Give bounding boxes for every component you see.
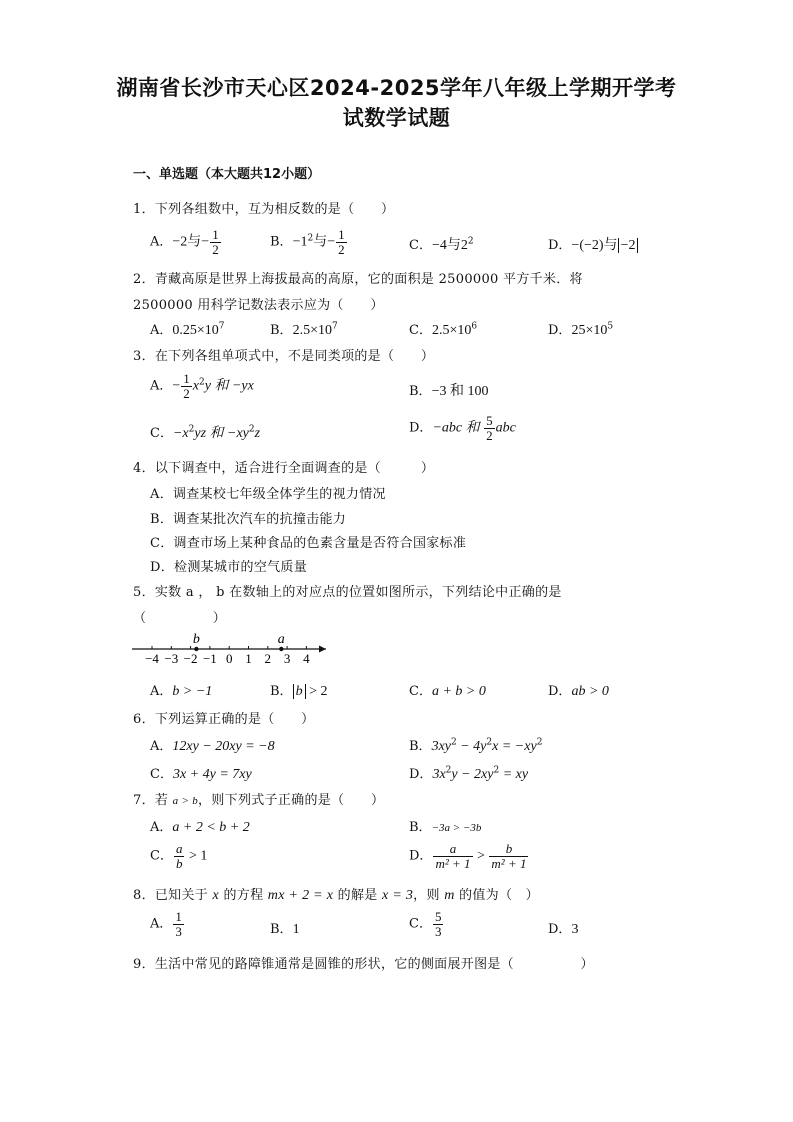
q6-stem: 6．下列运算正确的是（ ） <box>133 712 315 727</box>
q5-stem-line2: （ ） <box>133 611 227 626</box>
section-heading: 一、单选题（本大题共12小题） <box>133 167 321 182</box>
q8-option-c: C． $\frac{5}{3}$ <box>409 909 442 939</box>
q4-stem: 4．以下调查中，适合进行全面调查的是（ ） <box>133 461 435 476</box>
q6-option-c: C．3x + 4y = 7xy <box>150 767 252 782</box>
q3-option-c: C．$-x^2yz$ 和 $-xy^2z$ <box>150 424 261 441</box>
q8-option-a: A． $\frac{1}{3}$ <box>150 909 182 939</box>
q1-option-d: D．−(−2)与 −2 <box>548 234 638 254</box>
q2-option-b: B．$2.5\times 10^7$ <box>270 321 338 338</box>
point-b-dot <box>194 647 198 651</box>
number-line <box>130 630 340 672</box>
q3-option-d: D．−abc 和 $\frac{5}{2}$ abc <box>409 413 516 443</box>
q4-option-c: C．调查市场上某种食品的色素含量是否符合国家标准 <box>150 536 467 551</box>
q5-option-b: B． b > 2 <box>270 684 328 699</box>
q7-option-a: A．a + 2 < b + 2 <box>150 820 250 835</box>
q1-stem: 1．下列各组数中，互为相反数的是（ ） <box>133 202 395 217</box>
q7-option-d: D． $\frac{a}{\text{m² + 1}}$ > $\frac{b}{\text{m² + 1}}$ <box>409 841 527 871</box>
q7-option-c: C． $\frac{a}{b}$ > 1 <box>150 841 208 871</box>
q3-option-a: A．− $\frac{1}{2}$ $x^2y$ 和 −yx <box>150 371 254 401</box>
q1-option-a: A．−2与− $\frac{1}{2}$ <box>150 227 219 257</box>
q3-stem: 3．在下列各组单项式中，不是同类项的是（ ） <box>133 349 435 364</box>
point-b-label: b <box>192 632 200 647</box>
q7-stem: 7．若 a > b，则下列式子正确的是（ ） <box>133 793 385 808</box>
q8-option-d: D．3 <box>548 922 579 937</box>
q4-option-a: A．调查某校七年级全体学生的视力情况 <box>150 487 386 502</box>
page-title-line1: 湖南省长沙市天心区2024-2025学年八年级上学期开学考 <box>116 76 677 100</box>
q2-option-a: A．$0.25\times 10^7$ <box>150 321 225 338</box>
number-line-tick-label: 0 <box>225 651 233 666</box>
number-line-tick-label: 2 <box>264 651 272 666</box>
q6-option-a: A．12xy − 20xy = −8 <box>150 739 275 754</box>
point-a-label: a <box>277 632 285 647</box>
number-line-tick-label: 4 <box>303 651 310 666</box>
q4-option-d: D．检测某城市的空气质量 <box>150 560 308 575</box>
number-line-tick-label: −1 <box>202 651 217 666</box>
point-a-dot <box>279 647 283 651</box>
q2-option-d: D．$25\times 10^5$ <box>548 321 614 338</box>
q8-option-b: B．1 <box>270 922 300 937</box>
q5-option-d: D．ab > 0 <box>548 684 609 699</box>
q7-option-b: B．−3a > −3b <box>409 820 482 835</box>
page-title-line2: 试数学试题 <box>342 106 451 130</box>
number-line-tick-label: 3 <box>283 651 291 666</box>
number-line-tick-label: −2 <box>183 651 198 666</box>
q4-option-b: B．调查某批次汽车的抗撞击能力 <box>150 512 347 527</box>
number-line-tick-label: −3 <box>164 651 179 666</box>
q6-option-b: B．$3xy^2 - 4y^2x = -xy^2$ <box>409 737 543 754</box>
q1-option-b: B．$-1^2$与− $\frac{1}{2}$ <box>270 227 345 257</box>
number-line-tick-label: −4 <box>145 651 159 666</box>
q9-stem: 9．生活中常见的路障锥通常是圆锥的形状，它的侧面展开图是（ ） <box>133 957 594 972</box>
q2-option-c: C．$2.5\times 10^6$ <box>409 321 478 338</box>
q2-stem-line2: 2500000 用科学记数法表示应为（ ） <box>133 298 384 313</box>
q5-stem-line1: 5．实数 a ， b 在数轴上的对应点的位置如图所示，下列结论中正确的是 <box>133 585 562 600</box>
q6-option-d: D．$3x^2y - 2xy^2$ = xy <box>409 765 529 782</box>
q5-option-a: A．b > −1 <box>150 684 213 699</box>
q8-stem: 8．已知关于 x 的方程 mx + 2 = x 的解是 x = 3，则 m 的值为（ ） <box>133 888 539 903</box>
number-line-tick-label: 1 <box>245 651 252 666</box>
q1-option-c: C．−4与$2^2$ <box>409 236 474 253</box>
q3-option-b: B．−3 和 100 <box>409 384 489 399</box>
q2-stem-line1: 2．青藏高原是世界上海拔最高的高原，它的面积是 2500000 平方千米．将 <box>133 272 583 287</box>
q5-option-c: C．a + b > 0 <box>409 684 486 699</box>
